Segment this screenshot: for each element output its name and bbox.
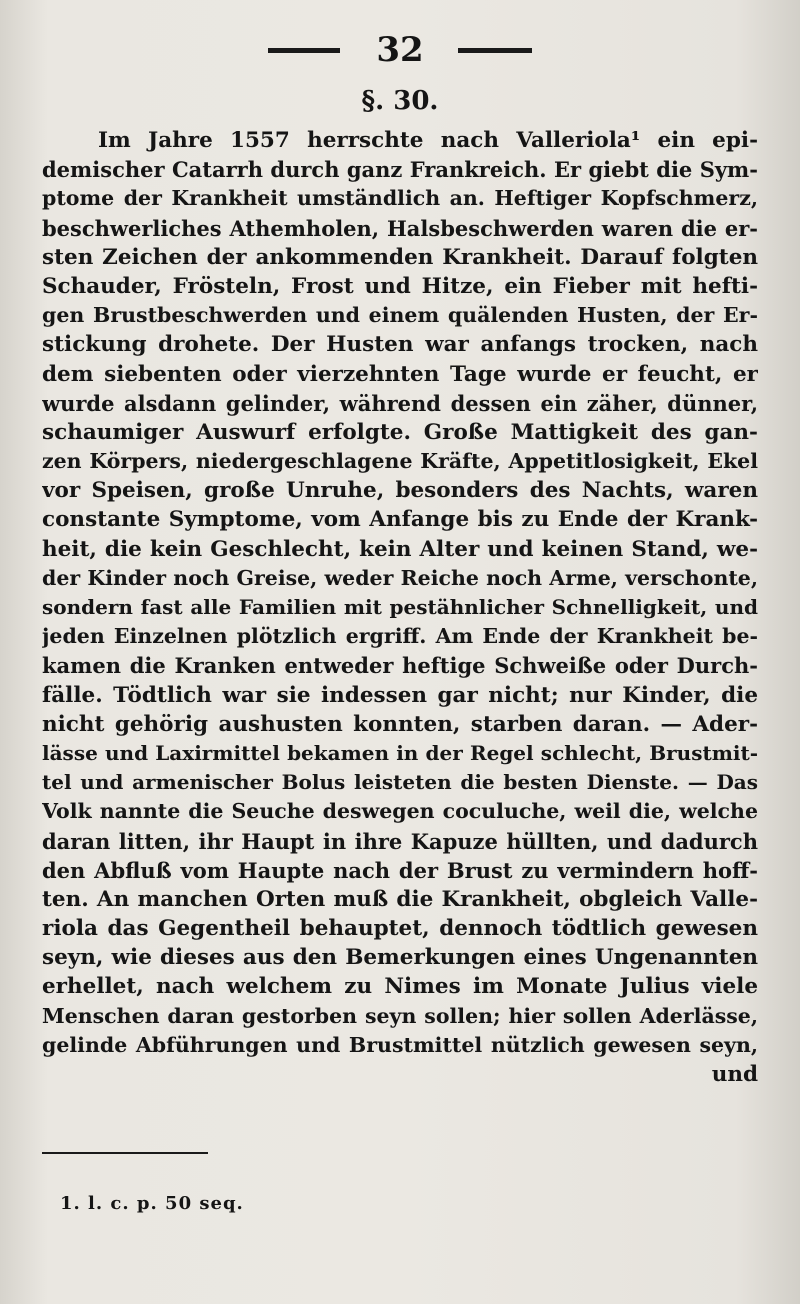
footnote-rule [42, 1152, 208, 1154]
text-line: zen Körpers, niedergeschlagene Kräfte, Appetitlosigkeit, Ekel [42, 449, 758, 474]
footnote: 1. l. c. p. 50 seq. [60, 1193, 244, 1214]
text-line: stickung drohete. Der Husten war anfangs trocken, nach [42, 332, 758, 358]
text-line: der Kinder noch Greise, weder Reiche noch Arme, verschonte, [42, 565, 758, 590]
header-rule-left [268, 48, 340, 53]
running-head [0, 30, 800, 70]
text-line: gelinde Abführungen und Brustmittel nützlich gewesen seyn, [42, 1032, 758, 1057]
text-line: constante Symptome, vom Anfange bis zu Ende der Krank- [42, 507, 758, 533]
text-line: schaumiger Auswurf erfolgte. Große Mattigkeit des gan- [42, 419, 758, 445]
text-line: Menschen daran gestorben seyn sollen; hier sollen Aderlässe, [42, 1003, 758, 1028]
page-number: 32 [376, 30, 424, 70]
text-line: jeden Einzelnen plötzlich ergriff. Am Ende der Krankheit be- [42, 624, 758, 649]
text-line: fälle. Tödtlich war sie indessen gar nicht; nur Kinder, die [42, 682, 758, 708]
text-line: ptome der Krankheit umständlich an. Heftiger Kopfschmerz, [42, 186, 758, 211]
text-line: Volk nannte die Seuche deswegen coculuche, weil die, welche [42, 799, 758, 824]
text-line: nicht gehörig aushusten konnten, starben daran. — Ader- [42, 711, 758, 737]
text-line: ten. An manchen Orten muß die Krankheit, obgleich Valle- [42, 886, 758, 912]
section-heading: §. 30. [361, 86, 439, 116]
text-line: demischer Catarrh durch ganz Frankreich. Er giebt die Sym- [42, 157, 758, 183]
text-line: tel und armenischer Bolus leisteten die besten Dienste. — Das [42, 770, 758, 795]
text-line: Im Jahre 1557 herrschte nach Valleriola¹ ein epi- [98, 128, 758, 153]
text-line: daran litten, ihr Haupt in ihre Kapuze hüllten, und dadurch [42, 828, 758, 854]
catchword: und [711, 1062, 758, 1087]
text-line: heit, die kein Geschlecht, kein Alter und keinen Stand, we- [42, 536, 758, 562]
text-line: Schauder, Frösteln, Frost und Hitze, ein Fieber mit hefti- [42, 273, 758, 299]
header-rule-right [458, 48, 532, 53]
text-line: vor Speisen, große Unruhe, besonders des Nachts, waren [42, 478, 758, 504]
text-line: beschwerliches Athemholen, Halsbeschwerden waren die er- [42, 215, 758, 241]
text-line: gen Brustbeschwerden und einem quälenden Husten, der Er- [42, 303, 758, 328]
text-line: wurde alsdann gelinder, während dessen ein zäher, dünner, [42, 390, 758, 416]
text-line: sondern fast alle Familien mit pestähnlicher Schnelligkeit, und [42, 595, 758, 619]
text-line: lässe und Laxirmittel bekamen in der Regel schlecht, Brustmit- [42, 740, 758, 765]
text-line: den Abfluß vom Haupte nach der Brust zu vermindern hoff- [42, 857, 758, 883]
text-line: riola das Gegentheil behauptet, dennoch tödtlich gewesen [42, 916, 758, 942]
text-line: erhellet, nach welchem zu Nimes im Monate Julius viele [42, 974, 758, 1000]
text-line: kamen die Kranken entweder heftige Schweiße oder Durch- [42, 653, 758, 679]
text-line: dem siebenten oder vierzehnten Tage wurde er feucht, er [42, 361, 758, 387]
text-line: seyn, wie dieses aus den Bemerkungen eines Ungenannten [42, 945, 758, 971]
text-line: sten Zeichen der ankommenden Krankheit. Darauf folgten [42, 244, 758, 270]
body-text [42, 126, 758, 1089]
